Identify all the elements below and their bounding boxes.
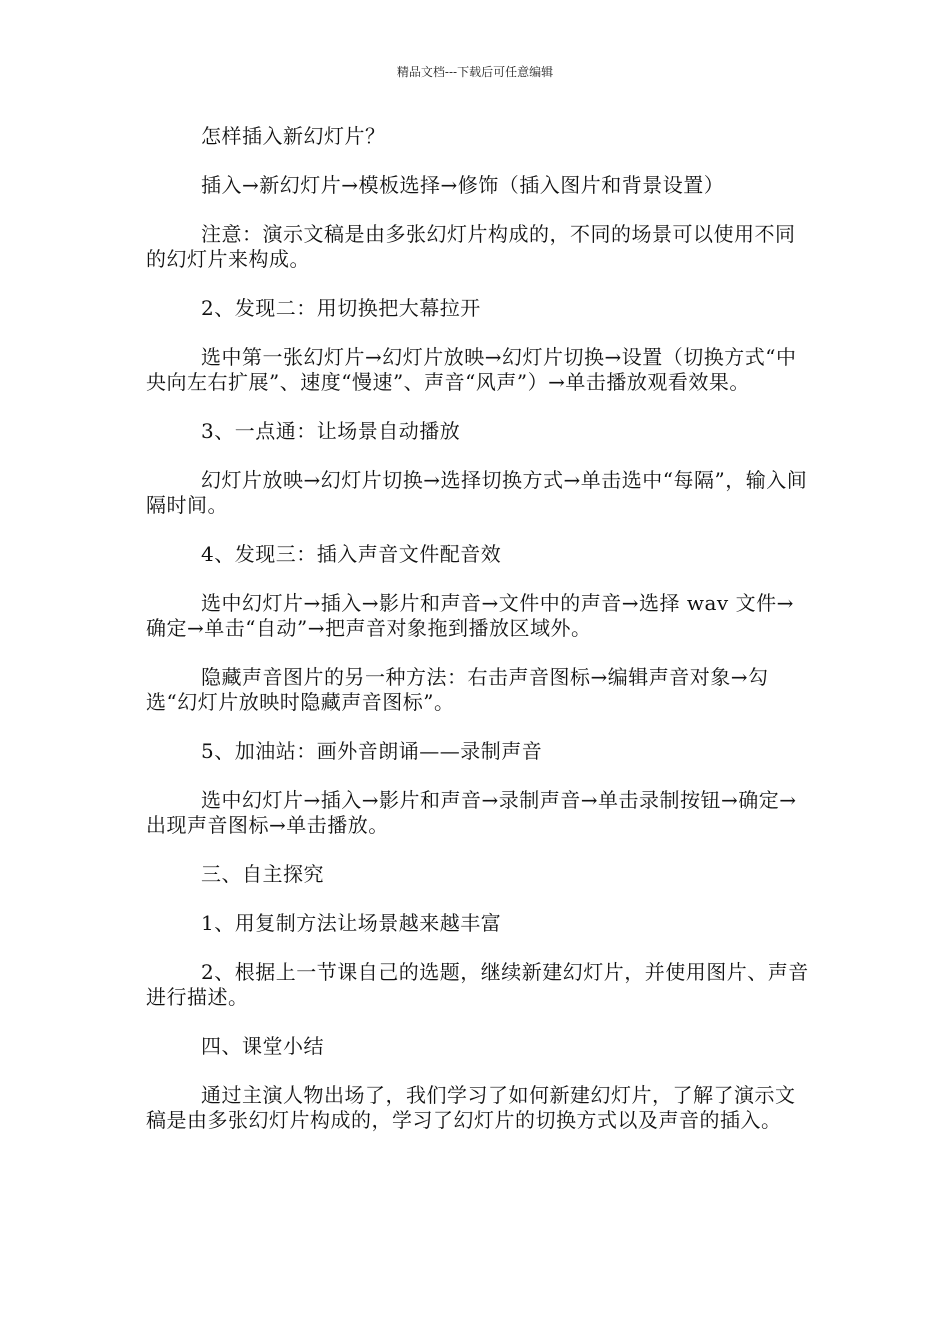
paragraph-note: 注意：演示文稿是由多张幻灯片构成的，不同的场景可以使用不同的幻灯片来构成。: [146, 222, 796, 271]
heading-discovery-three: 4、发现三：插入声音文件配音效: [201, 542, 502, 566]
paragraph-exploration-one: 1、用复制方法让场景越来越丰富: [201, 911, 502, 935]
heading-narration: 5、加油站：画外音朗诵——录制声音: [201, 739, 543, 763]
heading-summary: 四、课堂小结: [201, 1034, 324, 1058]
paragraph-insert-steps: 插入→新幻灯片→模板选择→修饰（插入图片和背景设置）: [201, 173, 725, 197]
heading-auto-play: 3、一点通：让场景自动播放: [201, 419, 461, 443]
page-header: 精品文档---下载后可任意编辑: [396, 65, 554, 79]
paragraph-sound-steps: 选中幻灯片→插入→影片和声音→文件中的声音→选择 wav 文件→确定→单击“自动”→把声音对象拖到播放区域外。: [146, 591, 794, 640]
paragraph-hide-sound-icon: 隐藏声音图片的另一种方法：右击声音图标→编辑声音对象→勾选“幻灯片放映时隐藏声音图标”。: [146, 665, 769, 714]
document-body: [146, 124, 814, 1157]
heading-discovery-two: 2、发现二：用切换把大幕拉开: [201, 296, 481, 320]
paragraph-exploration-two: 2、根据上一节课自己的选题，继续新建幻灯片，并使用图片、声音进行描述。: [146, 960, 809, 1009]
paragraph-summary: 通过主演人物出场了，我们学习了如何新建幻灯片，了解了演示文稿是由多张幻灯片构成的，学习了幻灯片的切换方式以及声音的插入。: [146, 1083, 796, 1132]
paragraph-transition-steps: 选中第一张幻灯片→幻灯片放映→幻灯片切换→设置（切换方式“中央向左右扩展”、速度“慢速”、声音“风声”）→单击播放观看效果。: [146, 345, 797, 394]
paragraph-auto-play-steps: 幻灯片放映→幻灯片切换→选择切换方式→单击选中“每隔”，输入间隔时间。: [146, 468, 808, 517]
paragraph-record-steps: 选中幻灯片→插入→影片和声音→录制声音→单击录制按钮→确定→出现声音图标→单击播放。: [146, 788, 797, 837]
paragraph-question: 怎样插入新幻灯片？: [201, 124, 386, 148]
heading-self-exploration: 三、自主探究: [201, 862, 324, 886]
